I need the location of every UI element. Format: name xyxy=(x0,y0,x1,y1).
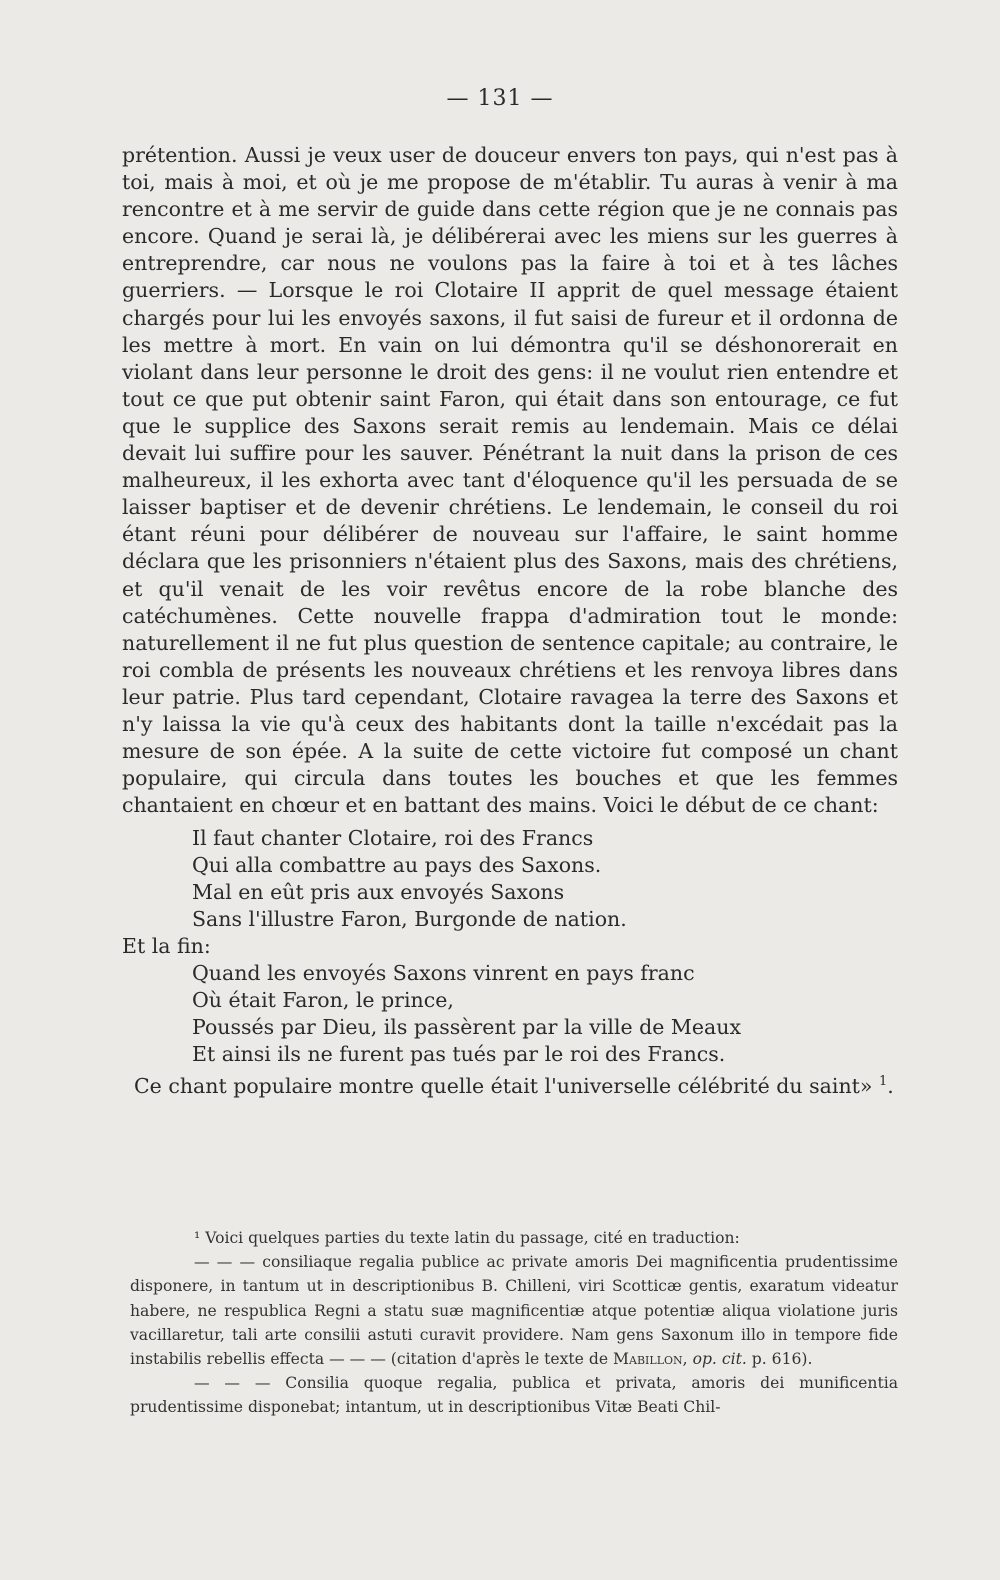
footnote-intro-text: Voici quelques parties du texte latin du passage, cité en traduction: xyxy=(205,1229,740,1247)
footnote-marker: ¹ xyxy=(194,1229,201,1247)
verse-line: Et ainsi ils ne furent pas tués par le roi des Francs. xyxy=(192,1042,726,1067)
citation-author: Mabillon xyxy=(613,1350,683,1369)
closing-sentence xyxy=(122,1068,898,1100)
body-paragraph: prétention. Aussi je veux user de douceur envers ton pays, qui n'est pas à toi, mais à moi, et où je me propose de m'établir. Tu auras à venir à ma rencontre et à me servir de guide dans cette région que je ne connais pas encore. Quand je serai là, je délibérerai avec les miens sur les guerres à entreprendre, car nous ne voulons pas la faire à toi et à tes lâches guerriers. — Lorsque le roi Clotaire II apprit de quel message étaient chargés pour lui les envoyés saxons, il fut saisi de fureur et il ordonna de les mettre à mort. En vain on lui démontra qu'il se déshonorerait en violant dans leur personne le droit des gens: il ne voulut rien entendre et tout ce que put obtenir saint Faron, qui était dans son entourage, ce fut que le supplice des Saxons serait remis au lendemain. Mais ce délai devait lui suffire pour les sauver. Pénétrant la nuit dans la prison de ces malheureux, il les exhorta avec tant d'éloquence qu'il les persuada de se laisser baptiser et de devenir chrétiens. Le lendemain, le conseil du roi étant réuni pour délibérer de nouveau sur l'affaire, le saint homme déclara que les prisonniers n'étaient plus des Saxons, mais des chrétiens, et qu'il venait de les voir revêtus encore de la robe blanche des catéchumènes. Cette nouvelle frappa d'admiration tout le monde: naturellement il ne fut plus question de sentence capitale; au contraire, le roi combla de présents les nouveaux chrétiens et les renvoya libres dans leur patrie. Plus tard cependant, Clotaire ravagea la terre des Saxons et n'y laissa la vie qu'à ceux des habitants dont la taille n'excédait pas la mesure de son épée. A la suite de cette victoire fut composé un chant populaire, qui circula dans toutes les bouches et que les femmes chantaient en chœur et en battant des mains. Voici le début de ce chant: xyxy=(122,143,898,818)
citation-page: p. 616). xyxy=(751,1350,813,1369)
verse-line: Mal en eût pris aux envoyés Saxons xyxy=(192,880,565,905)
closing-text: Ce chant populaire montre quelle était l'universelle célébrité du saint» xyxy=(134,1074,873,1099)
footnotes xyxy=(130,1226,898,1420)
page-number: — 131 — xyxy=(446,86,554,111)
verse-line: Où était Faron, le prince, xyxy=(192,988,454,1013)
footnote-reference: 1 xyxy=(878,1074,888,1090)
verse-line: Qui alla combattre au pays des Saxons. xyxy=(192,853,602,878)
verse-line: Poussés par Dieu, ils passèrent par la ville de Meaux xyxy=(192,1015,742,1040)
verse-line: Quand les envoyés Saxons vinrent en pays franc xyxy=(192,961,695,986)
closing-period: . xyxy=(887,1074,894,1099)
citation-op-cit: op. cit. xyxy=(692,1350,747,1369)
verse-ending xyxy=(122,960,898,1068)
footnote-latin-1: — — — consiliaque regalia publice ac private amoris Dei magnificentia prudentissime disponere, in tantum ut in descriptionibus B. Chilleni, viri Scotticæ gentis, exaratum videatur habere, ne respublica Regni a statu suæ magnificentiæ atque potentiæ aliqua violatione juris vacillaretur, tali arte consilii astuti curavit providere. Nam gens Saxonum illo in tempore fide instabilis rebellis effecta — — — (citation d'après le texte de Mabillon, op. cit. p. 616). xyxy=(130,1253,898,1369)
et-la-fin-label: Et la fin: xyxy=(122,934,211,959)
main-text xyxy=(122,142,898,1101)
verse-line: Sans l'illustre Faron, Burgonde de nation. xyxy=(192,907,627,932)
verse-line: Il faut chanter Clotaire, roi des Francs xyxy=(192,826,594,851)
verse-opening xyxy=(122,825,898,933)
footnote-latin-2: — — — Consilia quoque regalia, publica et privata, amoris dei munificentia prudentissime disponebat; intantum, ut in descriptionibus Vitæ Beati Chil- xyxy=(130,1374,898,1417)
latin-excerpt-1: — — — consiliaque regalia publice ac private amoris Dei magnificentia prudentissime disponere, in tantum ut in descriptionibus B. Chilleni, viri Scotticæ gentis, exaratum videatur habere, ne respublica Regni a statu suæ magnificentiæ atque potentiæ aliqua violatione juris vacillaretur, tali arte consilii astuti curavit providere. Nam gens Saxonum illo in tempore fide instabilis rebellis effecta — — — (citation d'après le texte de xyxy=(130,1253,898,1369)
footnote-intro xyxy=(130,1226,898,1250)
